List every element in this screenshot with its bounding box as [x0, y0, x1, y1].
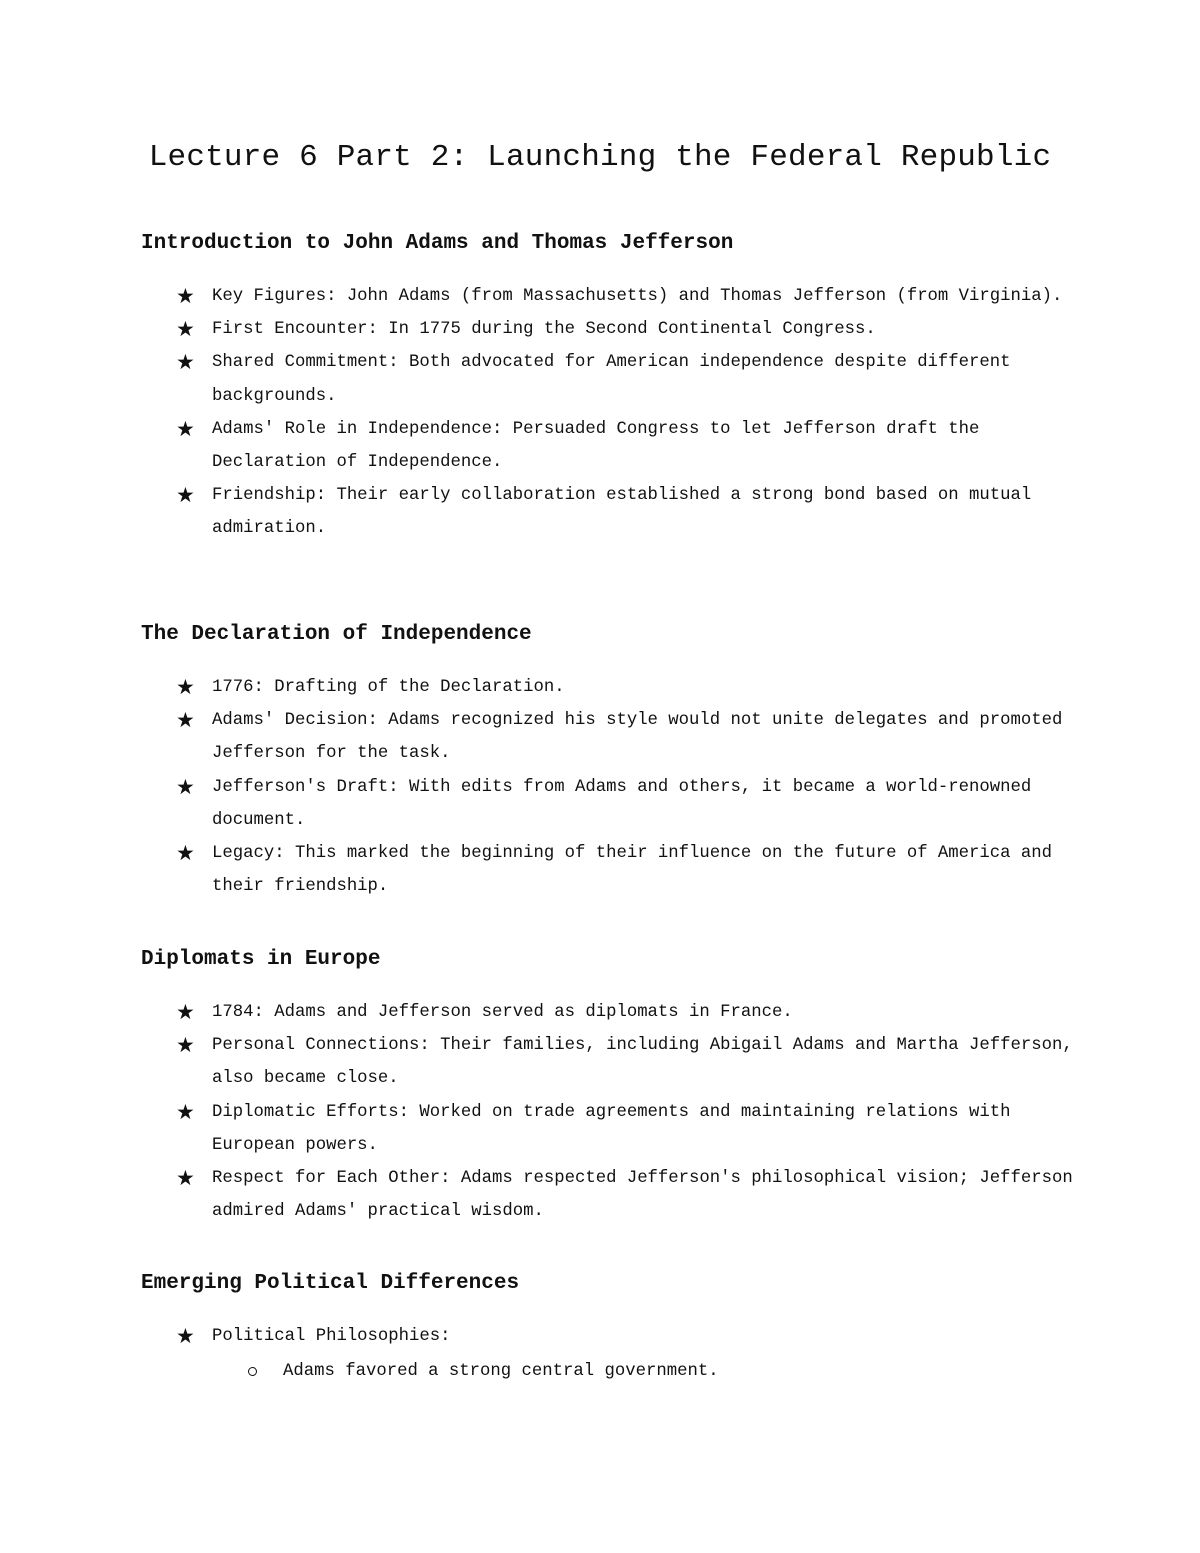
list-item-text: Personal Connections: Their families, including Abigail Adams and Martha Jefferson, also became close.	[212, 1036, 1073, 1089]
bullet-list	[141, 996, 1081, 1228]
list-item-text: 1784: Adams and Jefferson served as diplomats in France.	[212, 1003, 793, 1022]
star-bullet-icon: ★	[176, 675, 195, 699]
list-item-text: Political Philosophies:	[212, 1327, 451, 1346]
sub-bullet-list	[212, 1355, 1081, 1388]
list-item-text: First Encounter: In 1775 during the Second Continental Congress.	[212, 320, 876, 340]
sub-list-item-text: Adams favored a strong central government.	[283, 1362, 719, 1382]
star-bullet-icon: ★	[176, 416, 195, 441]
star-bullet-icon: ★	[176, 350, 195, 375]
page-title: Lecture 6 Part 2: Launching the Federal Republic	[148, 140, 1052, 175]
list-item	[141, 1029, 1081, 1095]
sub-list-item	[212, 1355, 1081, 1388]
star-bullet-icon: ★	[176, 1324, 195, 1348]
star-bullet-icon: ★	[176, 1033, 195, 1058]
list-item	[141, 313, 1081, 346]
list-item-text: Diplomatic Efforts: Worked on trade agreements and maintaining relations with European powers.	[212, 1102, 1011, 1155]
star-bullet-icon: ★	[176, 708, 195, 733]
section-political-differences	[141, 1270, 1081, 1388]
star-bullet-icon: ★	[176, 1166, 195, 1191]
list-item	[141, 413, 1081, 479]
list-item-text: Key Figures: John Adams (from Massachusetts) and Thomas Jefferson (from Virginia).	[212, 287, 1063, 306]
section-declaration	[141, 621, 1081, 903]
section-heading: Introduction to John Adams and Thomas Jefferson	[141, 232, 734, 255]
list-item-text: Shared Commitment: Both advocated for American independence despite different backgrounds.	[212, 353, 1011, 406]
list-item-text: Friendship: Their early collaboration established a strong bond based on mutual admiration.	[212, 486, 1032, 539]
list-item	[141, 837, 1081, 903]
list-item	[141, 771, 1081, 837]
section-introduction	[141, 230, 1081, 546]
list-item-text: Respect for Each Other: Adams respected Jefferson's philosophical vision; Jefferson admired Adams' practical wisdom.	[212, 1169, 1073, 1222]
list-item-text: 1776: Drafting of the Declaration.	[212, 678, 565, 697]
list-item	[141, 1162, 1081, 1228]
list-item	[141, 671, 1081, 704]
star-bullet-icon: ★	[176, 284, 195, 308]
list-item-text: Jefferson's Draft: With edits from Adams and others, it became a world-renowned document.	[212, 777, 1032, 830]
list-item	[141, 346, 1081, 412]
star-bullet-icon: ★	[176, 483, 195, 508]
list-item	[141, 1096, 1081, 1162]
list-item	[141, 479, 1081, 545]
star-bullet-icon: ★	[176, 841, 195, 866]
bullet-list	[141, 1320, 1081, 1388]
star-bullet-icon: ★	[176, 1099, 195, 1124]
section-diplomats	[141, 946, 1081, 1228]
list-item-text: Adams' Decision: Adams recognized his style would not unite delegates and promoted Jefferson for the task.	[212, 711, 1063, 764]
list-item	[141, 280, 1081, 313]
circle-bullet-icon	[248, 1367, 257, 1376]
list-item	[141, 996, 1081, 1029]
section-heading: Diplomats in Europe	[141, 948, 381, 971]
list-item-text: Legacy: This marked the beginning of their influence on the future of America and their friendship.	[212, 844, 1053, 897]
list-item-text: Adams' Role in Independence: Persuaded Congress to let Jefferson draft the Declaration of Independence.	[212, 419, 980, 473]
section-heading: Emerging Political Differences	[141, 1272, 520, 1295]
list-item	[141, 704, 1081, 770]
star-bullet-icon: ★	[176, 1000, 195, 1024]
star-bullet-icon: ★	[176, 317, 195, 342]
section-heading: The Declaration of Independence	[141, 623, 532, 646]
bullet-list	[141, 671, 1081, 903]
star-bullet-icon: ★	[176, 774, 195, 799]
bullet-list	[141, 280, 1081, 546]
list-item	[141, 1320, 1081, 1388]
